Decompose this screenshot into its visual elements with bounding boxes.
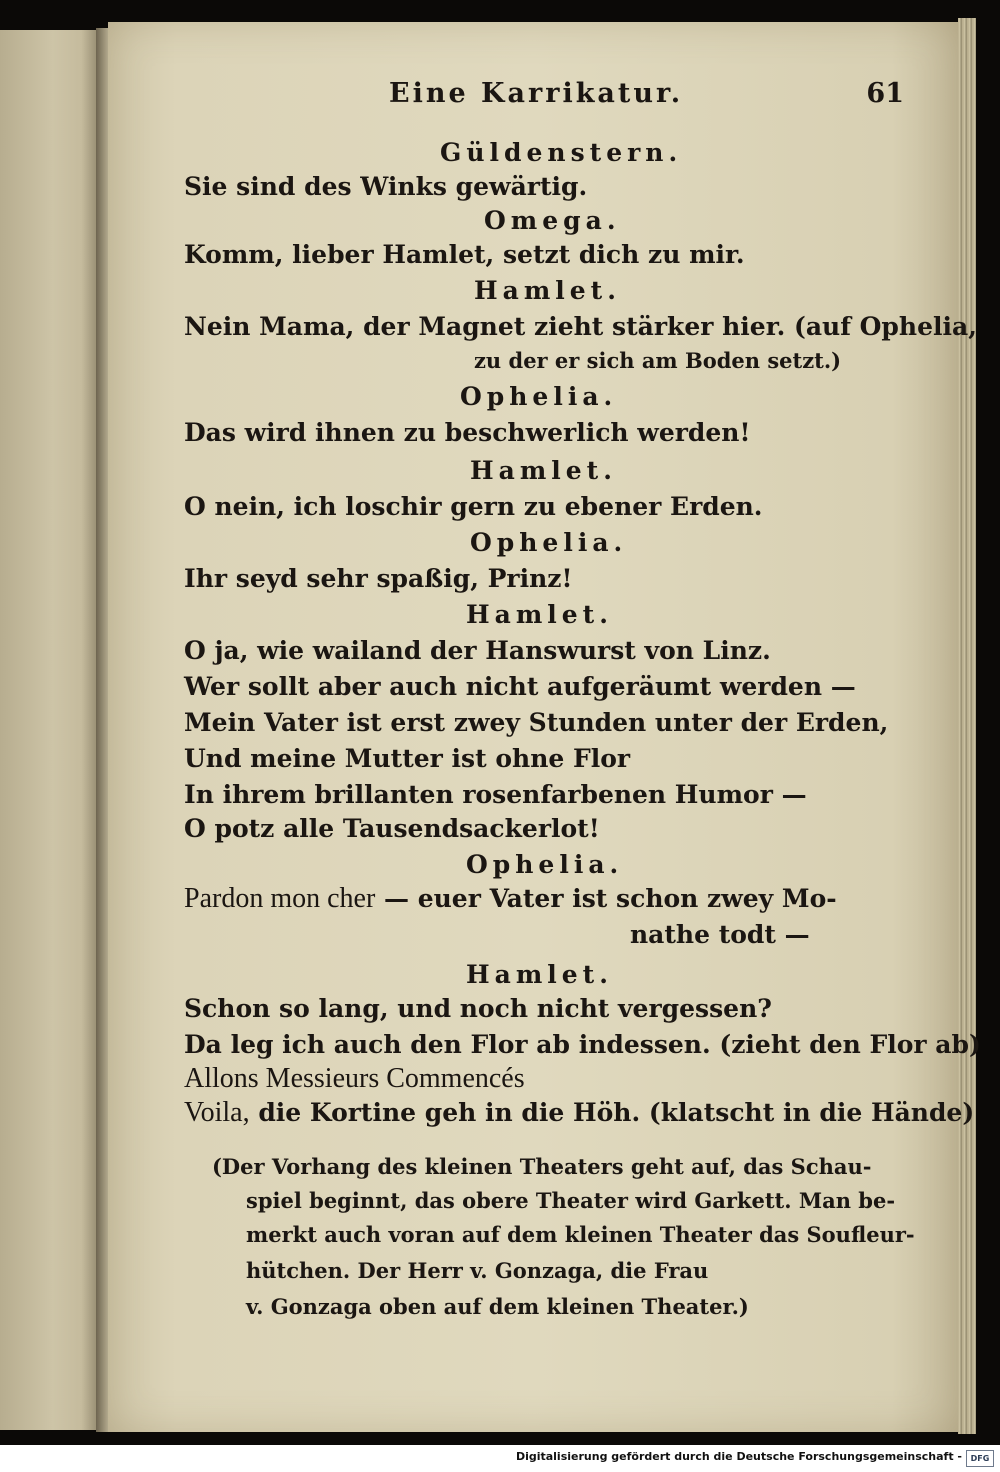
stage-direction-line: zu der er sich am Boden setzt.) <box>474 348 842 373</box>
verse-line: Und meine Mutter ist ohne Flor <box>184 744 631 773</box>
antiqua-text: Pardon mon cher <box>184 883 376 914</box>
antiqua-text: Voila, <box>184 1097 250 1128</box>
stage-direction-line: merkt auch voran auf dem kleinen Theater das Soufleur- <box>246 1222 915 1247</box>
page-header <box>184 78 904 118</box>
speaker-heading: Ophelia. <box>466 850 624 879</box>
page-edges <box>958 18 976 1434</box>
digitization-footer <box>0 1445 1000 1472</box>
stage-direction-line: v. Gonzaga oben auf dem kleinen Theater.) <box>246 1294 749 1319</box>
fraktur-text: die Kortine geh in die Höh. (klatscht in die Hände) <box>249 1098 975 1127</box>
speaker-heading: Güldenstern. <box>440 138 683 167</box>
running-head: Eine Karrikatur. <box>389 78 684 109</box>
speaker-heading: Ophelia. <box>470 528 628 557</box>
verse-line: Das wird ihnen zu beschwerlich werden! <box>184 418 751 447</box>
fraktur-text: — euer Vater ist schon zwey Mo- <box>375 884 837 913</box>
page-number: 61 <box>866 78 904 109</box>
dfg-logo-icon: DFG <box>966 1450 994 1467</box>
stage-direction-line: (Der Vorhang des kleinen Theaters geht auf, das Schau- <box>212 1154 872 1179</box>
verse-line-mixed <box>184 1096 974 1130</box>
verse-line: Schon so lang, und noch nicht vergessen? <box>184 994 772 1023</box>
speaker-heading: Hamlet. <box>470 456 617 485</box>
verse-line: Ihr seyd sehr spaßig, Prinz! <box>184 564 573 593</box>
left-page-edge <box>0 30 98 1430</box>
speaker-heading: Hamlet. <box>466 960 613 989</box>
verse-line: In ihrem brillanten rosenfarbenen Humor — <box>184 780 807 809</box>
speaker-heading: Omega. <box>484 206 621 235</box>
speaker-heading: Hamlet. <box>466 600 613 629</box>
verse-line: Mein Vater ist erst zwey Stunden unter der Erden, <box>184 708 889 737</box>
verse-line: Wer sollt aber auch nicht aufgeräumt werden — <box>184 672 856 701</box>
verse-continuation: nathe todt — <box>630 920 810 949</box>
verse-line-mixed <box>184 882 837 916</box>
verse-line: O potz alle Tausendsackerlot! <box>184 814 600 843</box>
verse-line: Sie sind des Winks gewärtig. <box>184 172 588 201</box>
verse-line: Nein Mama, der Magnet zieht stärker hier. (auf Ophelia, <box>184 312 977 341</box>
funding-credit: Digitalisierung gefördert durch die Deutsche Forschungsgemeinschaft - <box>515 1450 962 1463</box>
verse-line: O ja, wie wailand der Hanswurst von Linz. <box>184 636 771 665</box>
antiqua-line: Allons Messieurs Commencés <box>184 1063 525 1094</box>
speaker-heading: Hamlet. <box>474 276 621 305</box>
speaker-heading: Ophelia. <box>460 382 618 411</box>
verse-line: Da leg ich auch den Flor ab indessen. (zieht den Flor ab) <box>184 1030 981 1059</box>
verse-line: Komm, lieber Hamlet, setzt dich zu mir. <box>184 240 745 269</box>
stage-direction-line: hütchen. Der Herr v. Gonzaga, die Frau <box>246 1258 709 1283</box>
stage-direction-line: spiel beginnt, das obere Theater wird Garkett. Man be- <box>246 1188 896 1213</box>
verse-line: O nein, ich loschir gern zu ebener Erden. <box>184 492 763 521</box>
